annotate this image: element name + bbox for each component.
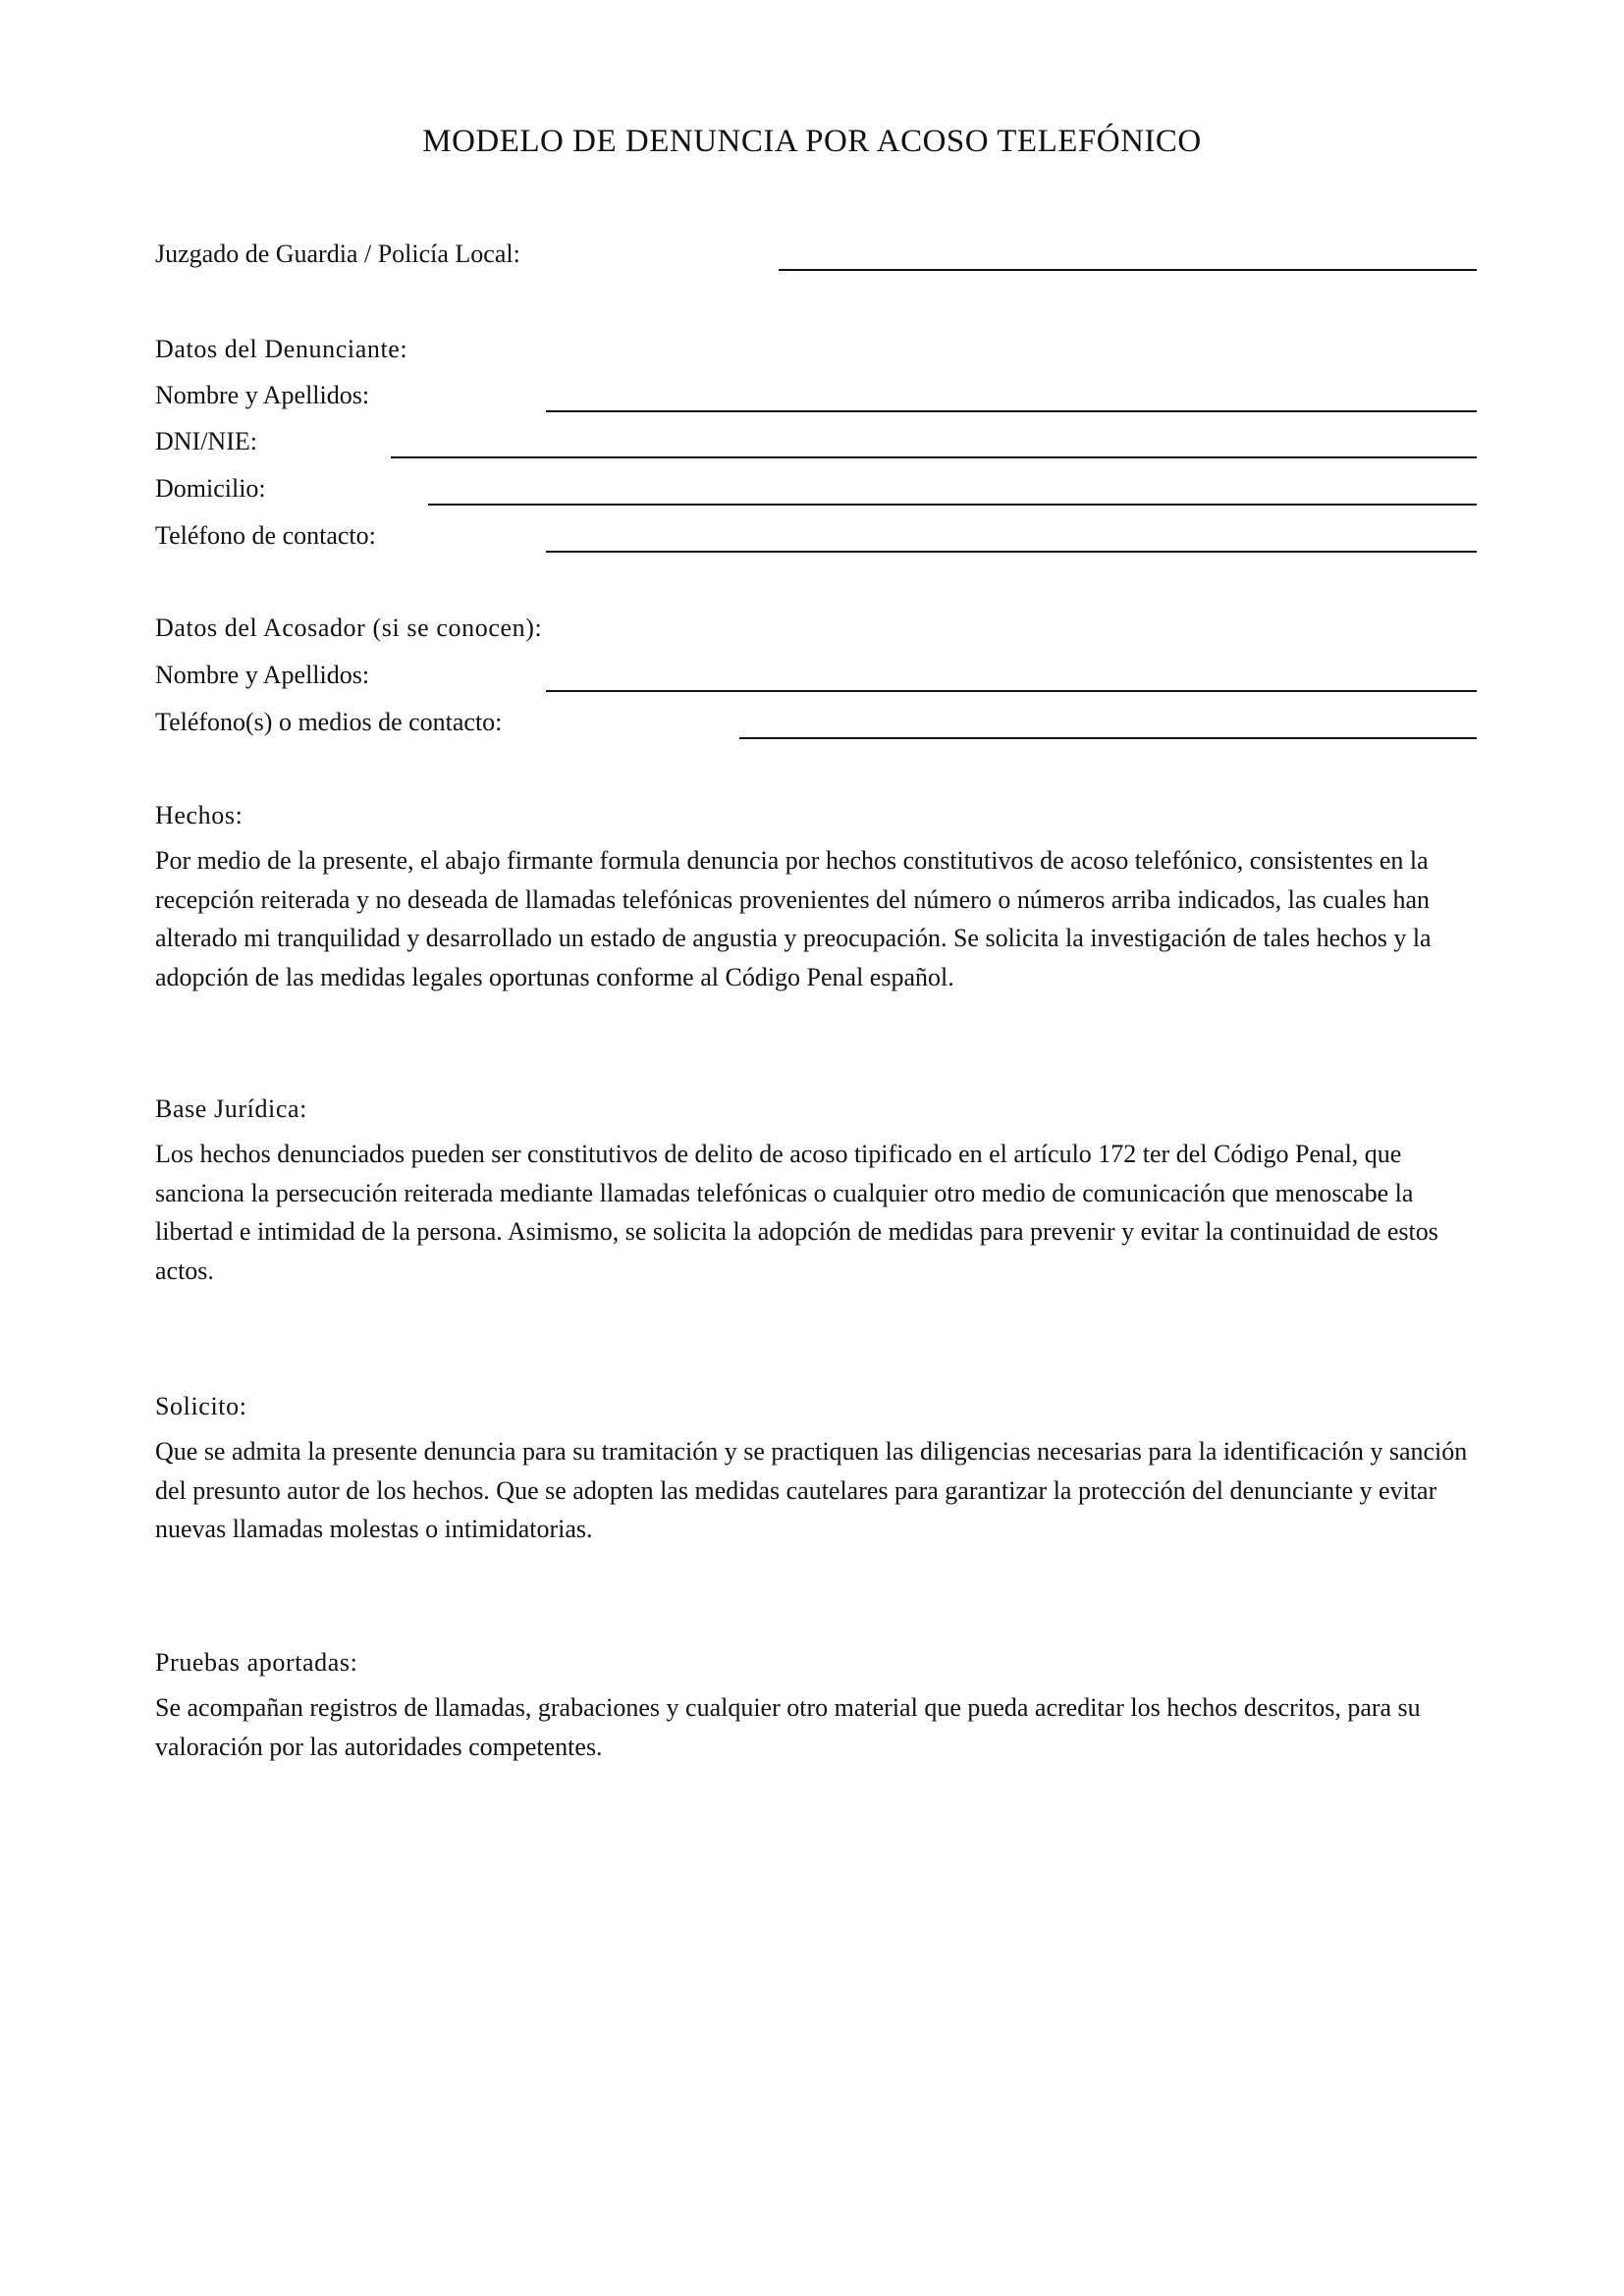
acosador-nombre-row [155, 660, 1477, 699]
base-juridica-paragraph: Los hechos denunciados pueden ser constitutivos de delito de acoso tipificado en el artículo 172 ter del Código Penal, que sanciona la persecución reiterada mediante llamadas telefónicas o cualquier otro medio de comunicación que menoscabe la libertad e intimidad de la persona. Asimismo, se solicita la adopción de medidas para prevenir y evitar la continuidad de estos actos. [155, 1140, 1438, 1285]
juzgado-label: Juzgado de Guardia / Policía Local: [155, 240, 520, 268]
acosador-nombre-blank-line[interactable] [546, 690, 1477, 692]
denunciante-telefono-row [155, 520, 1477, 560]
acosador-telefono-label: Teléfono(s) o medios de contacto: [155, 708, 503, 736]
acosador-telefono-blank-line[interactable] [739, 737, 1477, 739]
denunciante-heading: Datos del Denunciante: [155, 335, 408, 363]
hechos-paragraph: Por medio de la presente, el abajo firmante formula denuncia por hechos constitutivos de acoso telefónico, consistentes en la recepción reiterada y no deseada de llamadas telefónicas provenientes del número o números arriba indicados, las cuales han alterado mi tranquilidad y desarrollado un estado de angustia y preocupación. Se solicita la investigación de tales hechos y la adopción de las medidas legales oportunas conforme al Código Penal español. [155, 846, 1432, 991]
denunciante-domicilio-label: Domicilio: [155, 474, 266, 503]
denunciante-dni-row [155, 426, 1477, 465]
pruebas-heading: Pruebas aportadas: [155, 1648, 358, 1677]
juzgado-blank-line[interactable] [779, 269, 1477, 271]
denunciante-dni-label: DNI/NIE: [155, 427, 257, 455]
acosador-nombre-label: Nombre y Apellidos: [155, 661, 370, 689]
denunciante-telefono-label: Teléfono de contacto: [155, 521, 376, 550]
hechos-heading: Hechos: [155, 801, 244, 829]
denunciante-telefono-blank-line[interactable] [546, 551, 1477, 553]
juzgado-row [155, 239, 1477, 278]
acosador-telefono-row [155, 707, 1477, 746]
denunciante-nombre-blank-line[interactable] [546, 410, 1477, 412]
solicito-heading: Solicito: [155, 1392, 247, 1420]
base-juridica-heading: Base Jurídica: [155, 1095, 307, 1123]
solicito-paragraph: Que se admita la presente denuncia para su tramitación y se practiquen las diligencias necesarias para la identificación y sanción del presunto autor de los hechos. Que se adopten las medidas cautelares para garantizar la protección del denunciante y evitar nuevas llamadas molestas o intimidatorias. [155, 1437, 1468, 1543]
denunciante-dni-blank-line[interactable] [391, 456, 1477, 458]
document-title: MODELO DE DENUNCIA POR ACOSO TELEFÓNICO [422, 124, 1202, 159]
denunciante-domicilio-blank-line[interactable] [428, 504, 1477, 506]
pruebas-paragraph: Se acompañan registros de llamadas, grabaciones y cualquier otro material que pueda acreditar los hechos descritos, para su valoración por las autoridades competentes. [155, 1693, 1421, 1761]
denunciante-nombre-label: Nombre y Apellidos: [155, 381, 370, 409]
acosador-heading: Datos del Acosador (si se conocen): [155, 614, 543, 642]
denunciante-domicilio-row [155, 473, 1477, 512]
denunciante-nombre-row [155, 380, 1477, 419]
